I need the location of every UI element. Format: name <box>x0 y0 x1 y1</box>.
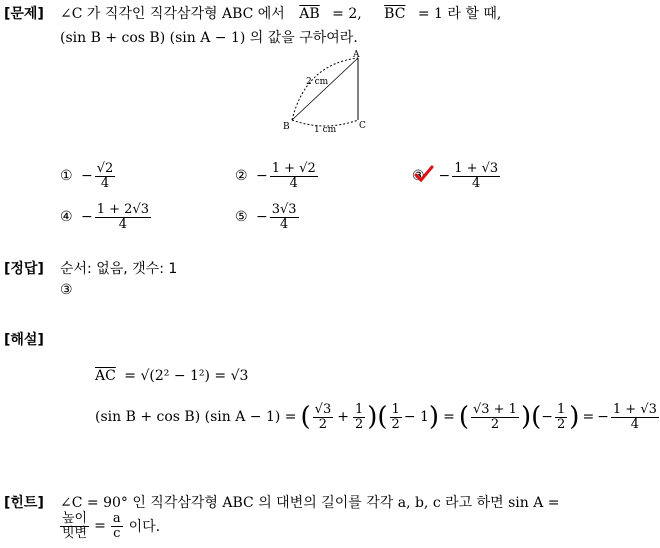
choice-3-marker <box>412 168 434 184</box>
choice-1-sign: − <box>81 168 93 185</box>
solution-line-2: (sin B + cos B) (sin A − 1) = ( $\frac{√3}{2}$ + $\frac{1}{2}$ ) ( $\frac{1}{2}$ − 1 ) = ( $\frac{√3 + 1}{2}$ ) ( − $\frac{1}{2}$ ) = − $\frac{1 + √3}{4}$ <box>95 401 657 432</box>
problem-line-2: (sin B + cos B) (sin A − 1) 의 값을 구하여라. <box>60 30 358 46</box>
choice-1[interactable] <box>60 162 117 190</box>
choice-5-sign: − <box>256 209 268 226</box>
label-1cm: 1 cm <box>314 125 337 135</box>
choice-3-fraction <box>452 162 500 190</box>
solution-term-5: $\frac{1}{2}$ <box>557 401 566 432</box>
problem-tag: [문제] <box>4 6 44 22</box>
vertex-b-label: B <box>283 122 290 132</box>
solution-tag: [해설] <box>4 332 44 348</box>
solution-term-1: $\frac{√3}{2}$ <box>314 401 332 432</box>
choice-2-number: ② <box>235 168 248 185</box>
choice-4-fraction <box>95 203 151 231</box>
hint-fraction-words: $\frac{\text{높이}}{\text{빗변}}$ <box>62 511 88 541</box>
choice-4-number: ④ <box>60 209 73 226</box>
solution-result: $\frac{1 + √3}{4}$ <box>612 401 657 432</box>
choice-3-denominator: 4 <box>472 175 481 191</box>
choice-4-numerator: 1 + 2√3 <box>96 202 150 217</box>
hint-line-2: $\frac{\text{높이}}{\text{빗변}}$ = $\frac{a}{c}$ 이다. <box>62 511 161 541</box>
choice-5[interactable] <box>235 203 301 231</box>
choice-1-denominator: 4 <box>100 175 110 191</box>
equals-bc: = 1 라 할 때, <box>417 6 502 22</box>
checkmark-icon <box>414 165 434 183</box>
choice-2[interactable] <box>235 162 320 190</box>
choice-2-sign: − <box>256 168 268 185</box>
equals-ab: = 2, <box>332 6 362 22</box>
choice-5-number: ⑤ <box>235 209 248 226</box>
choice-4-sign: − <box>81 209 93 226</box>
vertex-a-label: A <box>353 50 360 60</box>
choice-2-denominator: 4 <box>289 175 298 191</box>
answer-value: ③ <box>60 282 73 298</box>
solution-ac-rhs: = √(2² − 1²) = √3 <box>124 368 249 384</box>
choice-2-fraction <box>270 162 318 190</box>
side-ab <box>292 58 358 120</box>
solution-term-3: $\frac{1}{2}$ <box>391 401 400 432</box>
choice-3-sign: − <box>438 168 451 185</box>
hint-fraction-letters: $\frac{a}{c}$ <box>112 511 121 541</box>
problem-line-1 <box>60 3 501 23</box>
hint-tag: [힌트] <box>4 495 44 511</box>
choice-5-denominator: 4 <box>280 216 289 232</box>
problem-text-1: ∠C 가 직각인 직각삼각형 ABC 에서 <box>60 6 285 22</box>
choice-3-number: ③ <box>412 168 425 185</box>
solution-term-4: $\frac{√3 + 1}{2}$ <box>472 401 517 432</box>
choice-3-numerator: 1 + √3 <box>454 161 499 176</box>
vertex-c-label: C <box>359 121 366 131</box>
choice-1-numerator: √2 <box>96 161 114 176</box>
choice-3[interactable] <box>412 162 502 190</box>
segment-bc: $\overline{BC}$ <box>384 6 406 22</box>
hint-line-1: ∠C = 90° 인 직각삼각형 ABC 의 대변의 길이를 각각 a, b, c 라고 하면 sin A = <box>60 495 560 511</box>
choice-5-fraction <box>270 203 299 231</box>
choice-1-fraction <box>95 162 116 190</box>
choice-4-denominator: 4 <box>118 216 128 232</box>
answer-line: 순서: 없음, 갯수: 1 <box>60 261 178 277</box>
choice-2-numerator: 1 + √2 <box>271 161 316 176</box>
solution-line-1 <box>95 368 248 384</box>
label-2cm: 2 cm <box>306 77 329 87</box>
triangle-figure <box>278 46 378 136</box>
choice-5-numerator: 3√3 <box>271 202 297 217</box>
choice-4[interactable] <box>60 203 153 231</box>
answer-tag: [정답] <box>4 261 44 277</box>
choice-1-number: ① <box>60 168 73 185</box>
solution-term-2: $\frac{1}{2}$ <box>354 401 364 432</box>
segment-ac: $\overline{AC}$ <box>95 368 116 384</box>
segment-ab: $\overline{AB}$ <box>299 6 320 22</box>
solution-lhs: (sin B + cos B) (sin A − 1) = <box>95 409 297 425</box>
